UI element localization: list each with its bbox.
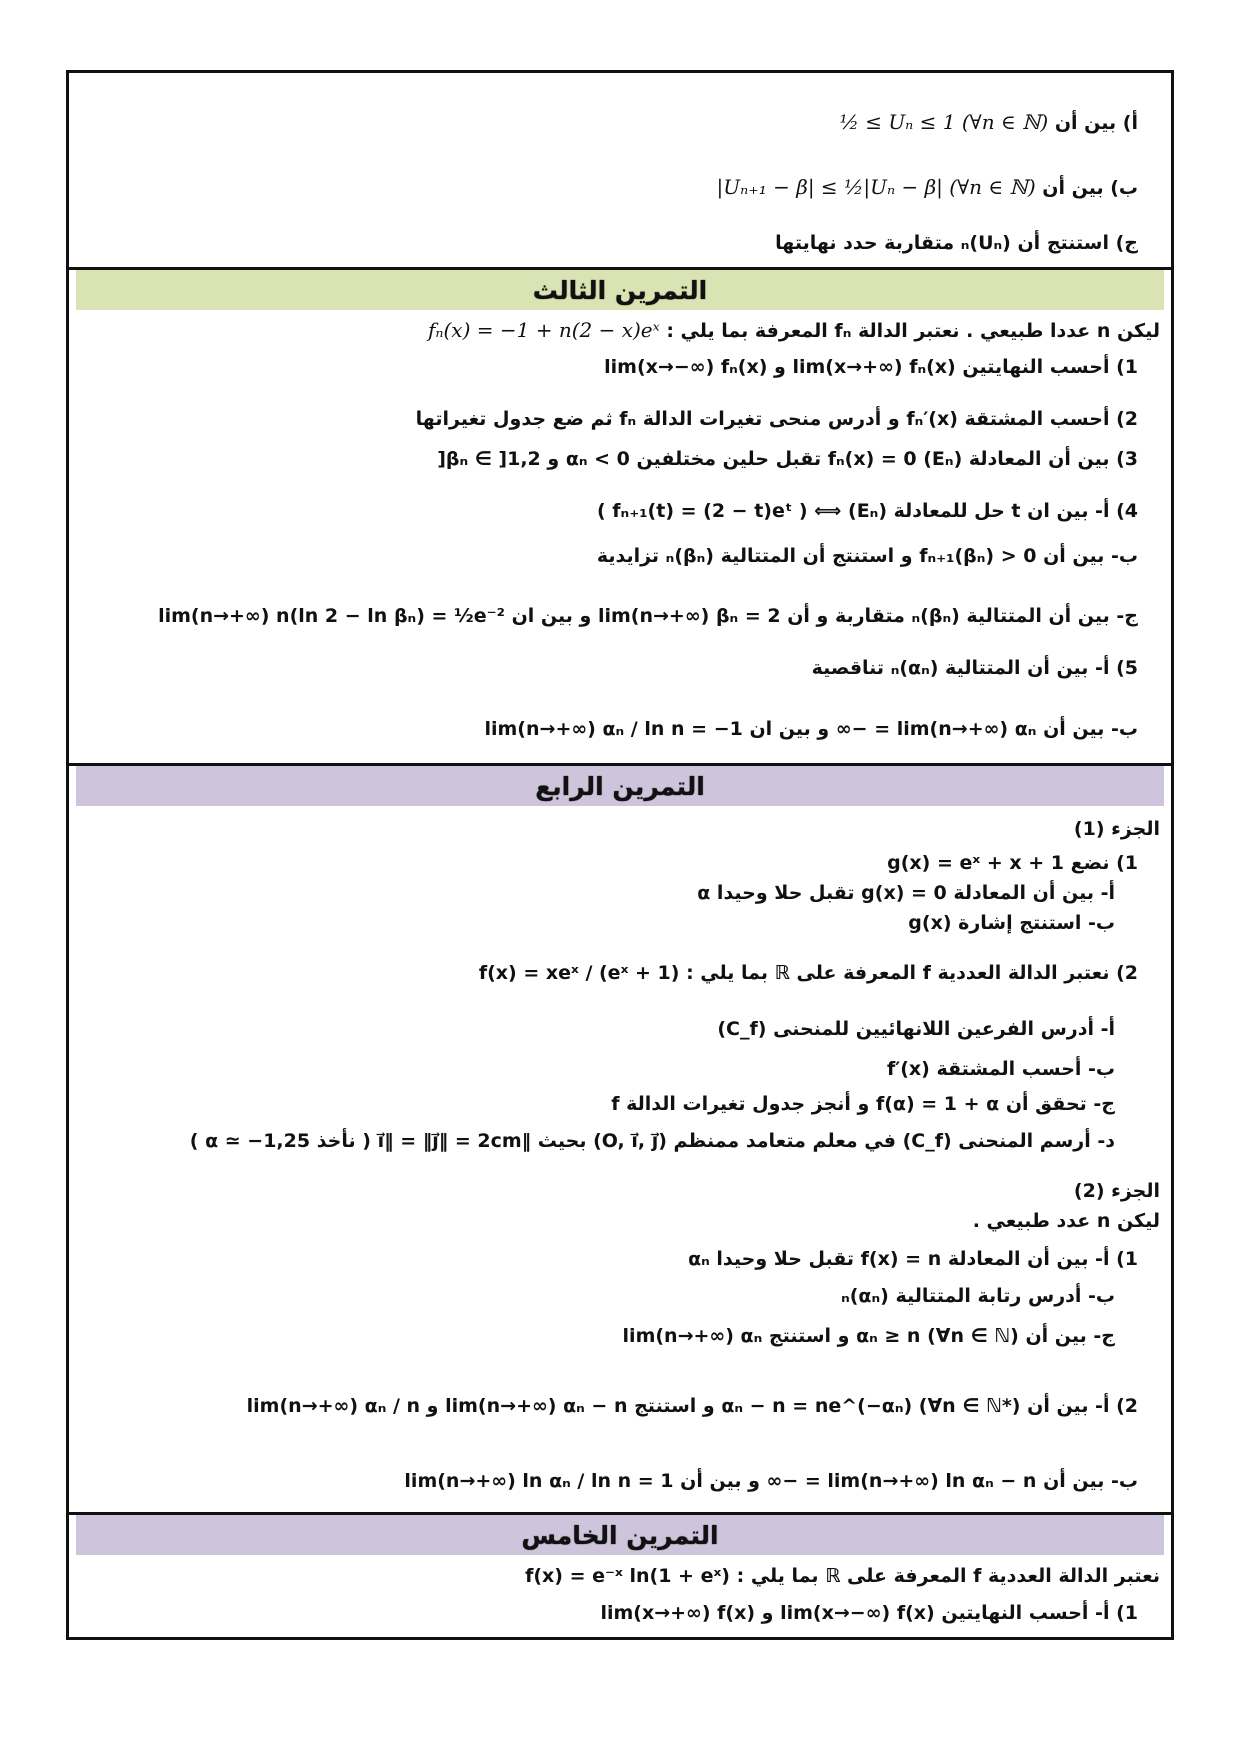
ex4-p2q2b: ب- بين أن lim(n→+∞) ln αₙ − n = −∞ و بين أن lim(n→+∞) ln αₙ / ln n = 1	[404, 1470, 1138, 1492]
ex3-intro: ليكن n عددا طبيعي . نعتبر الدالة fₙ المعرفة بما يلي : fₙ(x) = −1 + n(2 − x)eˣ	[428, 318, 1160, 342]
exercise-4-title: التمرين الرابع	[76, 766, 1164, 806]
top-line-c: ج) استنتج أن (Uₙ)ₙ متقاربة حدد نهايتها	[775, 232, 1138, 254]
ex4-q1: 1) نضع g(x) = eˣ + x + 1	[887, 852, 1138, 874]
ex3-q4a: 4) أ- بين ان t حل للمعادلة (Eₙ) ⟺ ( fₙ₊₁(t) = (2 − t)eᵗ )	[596, 500, 1138, 522]
ex4-part1-heading: الجزء (1)	[1073, 818, 1160, 840]
exercise-5-title: التمرين الخامس	[76, 1515, 1164, 1555]
ex3-q5a: 5) أ- بين أن المتتالية (αₙ)ₙ تناقصية	[811, 657, 1138, 679]
ex4-q2: 2) نعتبر الدالة العددية f المعرفة على ℝ بما يلي : f(x) = xeˣ / (eˣ + 1)	[478, 962, 1138, 984]
ex3-q4b: ب- بين أن fₙ₊₁(βₙ) > 0 و استنتج أن المتتالية (βₙ)ₙ تزايدية	[596, 545, 1138, 567]
ex4-q2d: د- أرسم المنحنى (C_f) في معلم متعامد ممنظم (O, i⃗, j⃗) بحيث ‖i⃗‖ = ‖j⃗‖ = 2cm ( نأخذ α ≃ −1,25 )	[189, 1130, 1115, 1152]
ex4-q1a: أ- بين أن المعادلة g(x) = 0 تقبل حلا وحيدا α	[697, 882, 1115, 904]
ex4-p2q1c: ج- بين أن αₙ ≥ n (∀n ∈ ℕ) و استنتج lim(n→+∞) αₙ	[622, 1325, 1115, 1347]
ex3-q5b: ب- بين أن lim(n→+∞) αₙ = −∞ و بين ان lim(n→+∞) αₙ / ln n = −1	[484, 718, 1138, 740]
ex4-part2-intro: ليكن n عدد طبيعي .	[972, 1210, 1160, 1232]
top-line-b: ب) بين أن |Uₙ₊₁ − β| ≤ ½|Uₙ − β| (∀n ∈ ℕ)	[716, 175, 1138, 199]
ex4-p2q1b: ب- أدرس رتابة المتتالية (αₙ)ₙ	[841, 1285, 1115, 1307]
ex5-q1: 1) أ- أحسب النهايتين lim(x→−∞) f(x) و lim(x→+∞) f(x)	[600, 1602, 1138, 1624]
ex4-part2-heading: الجزء (2)	[1073, 1180, 1160, 1202]
ex4-q2b: ب- أحسب المشتقة f′(x)	[886, 1058, 1115, 1080]
ex3-q4c: ج- بين أن المتتالية (βₙ)ₙ متقاربة و أن lim(n→+∞) βₙ = 2 و بين ان lim(n→+∞) n(ln 2 − ln βₙ) = ½e⁻²	[158, 605, 1138, 627]
ex4-q1b: ب- استنتج إشارة g(x)	[908, 912, 1115, 934]
ex4-p2q1a: 1) أ- بين أن المعادلة f(x) = n تقبل حلا وحيدا αₙ	[688, 1248, 1138, 1270]
ex4-q2c: ج- تحقق أن f(α) = 1 + α و أنجز جدول تغيرات الدالة f	[611, 1093, 1115, 1115]
top-line-a: أ) بين أن ½ ≤ Uₙ ≤ 1 (∀n ∈ ℕ)	[839, 110, 1138, 134]
ex3-q2: 2) أحسب المشتقة fₙ′(x) و أدرس منحى تغيرات الدالة fₙ ثم ضع جدول تغيراتها	[415, 408, 1138, 430]
ex4-p2q2a: 2) أ- بين أن αₙ − n = ne^(−αₙ) (∀n ∈ ℕ*) و استنتج lim(n→+∞) αₙ − n و lim(n→+∞) αₙ / n	[246, 1395, 1138, 1417]
ex5-intro: نعتبر الدالة العددية f المعرفة على ℝ بما يلي : f(x) = e⁻ˣ ln(1 + eˣ)	[525, 1565, 1160, 1587]
ex3-q3: 3) بين أن المعادلة fₙ(x) = 0 (Eₙ) تقبل حلين مختلفين αₙ < 0 و βₙ ∈ ]1,2[	[437, 448, 1138, 470]
exercise-3-title: التمرين الثالث	[76, 270, 1164, 310]
ex4-q2a: أ- أدرس الفرعين اللانهائيين للمنحنى (C_f)	[717, 1018, 1115, 1040]
ex3-q1: 1) أحسب النهايتين lim(x→+∞) fₙ(x) و lim(x→−∞) fₙ(x)	[604, 356, 1138, 378]
